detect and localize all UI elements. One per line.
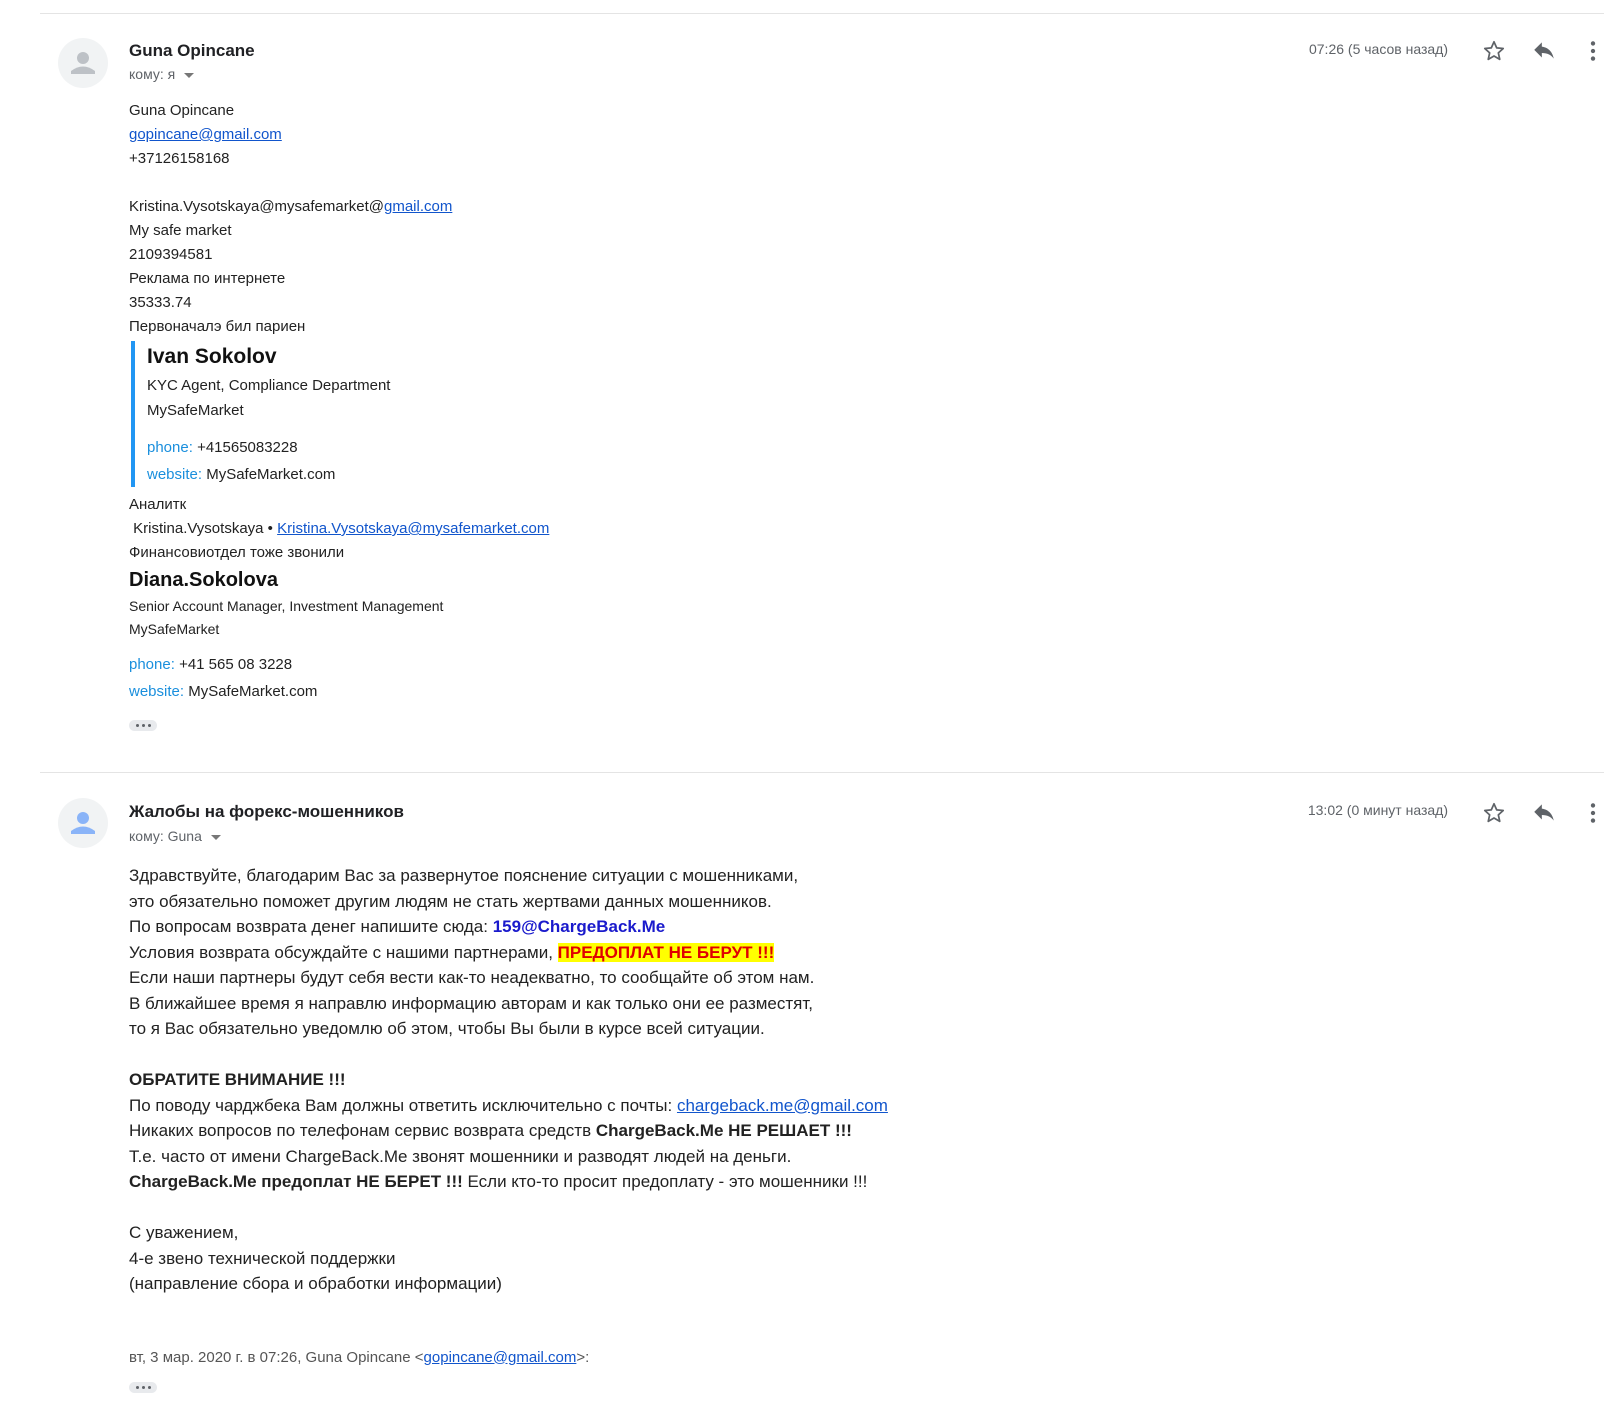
body-bold: ChargeBack.Me предоплат НЕ БЕРЕТ !!! — [129, 1172, 463, 1191]
analyst-label: Аналитк — [129, 496, 187, 513]
body-line: В ближайшее время я направлю информацию авторам и как только они ее разместят, — [129, 993, 814, 1013]
message-divider — [40, 772, 1604, 773]
message-body — [129, 863, 888, 1398]
caret-down-icon[interactable] — [184, 73, 194, 78]
body-line: Если кто-то просит предоплату - это мошенники !!! — [462, 1172, 868, 1191]
closing-line: (направление сбора и обработки информации) — [129, 1274, 502, 1293]
body-company: My safe market — [129, 222, 232, 239]
signature2-website: MySafeMarket.com — [188, 683, 318, 700]
body-bold: ChargeBack.Me НЕ РЕШАЕТ !!! — [595, 1121, 852, 1140]
sender-name[interactable]: Жалобы на форекс-мошенников — [129, 802, 404, 821]
top-divider — [40, 13, 1604, 14]
ellipsis-icon[interactable] — [129, 720, 157, 731]
signature2-org: MySafeMarket — [129, 621, 220, 637]
finance-note: Финансовиотдел тоже звонили — [129, 544, 345, 561]
body-line: Т.е. часто от имени ChargeBack.Me звонят мошенники и разводят людей на деньги. — [129, 1146, 792, 1166]
signature2-title: Senior Account Manager, Investment Management — [129, 598, 444, 614]
body-line: Никаких вопросов по телефонам сервис возврата средств — [129, 1121, 596, 1140]
signature2-phone: +41 565 08 3228 — [179, 656, 293, 673]
message-time[interactable]: 07:26 (5 часов назад) — [1308, 41, 1448, 57]
recipient-label: кому: я — [129, 66, 176, 82]
star-icon[interactable] — [1481, 800, 1507, 826]
signature-website: MySafeMarket.com — [206, 466, 336, 483]
sender-name[interactable]: Guna Opincane — [129, 41, 255, 60]
body-note: Первоначалэ бил париен — [129, 318, 306, 335]
website2-label: website: — [129, 683, 185, 700]
person-icon — [58, 798, 108, 848]
body-line: это обязательно поможет другим людям не стать жертвами данных мошенников. — [129, 891, 772, 911]
reply-icon[interactable] — [1531, 800, 1557, 826]
body-ad: Реклама по интернете — [129, 270, 286, 287]
message-body — [129, 99, 549, 735]
recipient-dropdown[interactable] — [129, 66, 194, 82]
ellipsis-icon[interactable] — [129, 1382, 157, 1393]
body-number: 2109394581 — [129, 246, 213, 263]
quote-header-end: >: — [576, 1348, 590, 1366]
quote-email-link[interactable]: gopincane@gmail.com — [423, 1348, 577, 1366]
body-line: Если наши партнеры будут себя вести как-то неадекватно, то сообщайте об этом нам. — [129, 968, 815, 987]
body-phone: +37126158168 — [129, 150, 230, 167]
phone2-label: phone: — [129, 656, 175, 673]
signature-name: Ivan Sokolov — [147, 345, 277, 368]
warning-highlight: ПРЕДОПЛАТ НЕ БЕРУТ !!! — [557, 942, 775, 962]
signature-title: KYC Agent, Compliance Department — [147, 377, 391, 394]
message-time[interactable]: 13:02 (0 минут назад) — [1307, 802, 1448, 818]
closing-line: С уважением, — [129, 1223, 239, 1242]
body-email-link[interactable]: gopincane@gmail.com — [129, 126, 282, 143]
chargeback-email[interactable]: 159@ChargeBack.Me — [492, 917, 666, 936]
signature2-name: Diana.Sokolova — [129, 569, 278, 591]
body-line: Здравствуйте, благодарим Вас за развернутое пояснение ситуации с мошенниками, — [129, 866, 799, 885]
more-vert-icon[interactable] — [1580, 800, 1606, 826]
body-amount: 35333.74 — [129, 294, 192, 311]
recipient-label: кому: Guna — [129, 828, 202, 844]
signature2-block — [129, 565, 549, 704]
chargeback-gmail-link[interactable]: chargeback.me@gmail.com — [676, 1095, 888, 1115]
more-vert-icon[interactable] — [1580, 38, 1606, 64]
body-line: Условия возврата обсуждайте с нашими партнерами, — [129, 942, 558, 962]
body-line: По поводу чарджбека Вам должны ответить исключительно с почты: — [129, 1095, 677, 1115]
sender-avatar — [58, 38, 108, 88]
sender-avatar — [58, 798, 108, 848]
signature-phone: +41565083228 — [197, 439, 298, 456]
phone-label: phone: — [147, 439, 193, 456]
signature-org: MySafeMarket — [147, 402, 244, 419]
reply-icon[interactable] — [1531, 38, 1557, 64]
body-name: Guna Opincane — [129, 102, 235, 119]
quote-header: вт, 3 мар. 2020 г. в 07:26, Guna Opincane < — [129, 1348, 424, 1366]
body-line: то я Вас обязательно уведомлю об этом, чтобы Вы были в курсе всей ситуации. — [129, 1019, 765, 1038]
closing-line: 4-е звено технической поддержки — [129, 1248, 396, 1268]
body-line: По вопросам возврата денег напишите сюда: — [129, 917, 493, 936]
website-label: website: — [147, 466, 203, 483]
person-icon — [58, 38, 108, 88]
analyst-email-link[interactable]: Kristina.Vysotskaya@mysafemarket.com — [277, 520, 550, 537]
recipient-dropdown[interactable] — [129, 828, 221, 844]
caret-down-icon[interactable] — [211, 835, 221, 840]
star-icon[interactable] — [1481, 38, 1507, 64]
analyst-name: Kristina.Vysotskaya — [133, 520, 264, 537]
analyst-separator: • — [267, 520, 273, 537]
body-email2-prefix: Kristina.Vysotskaya@mysafemarket@ — [129, 198, 384, 215]
signature-block — [131, 341, 549, 487]
attention-heading: ОБРАТИТЕ ВНИМАНИЕ !!! — [129, 1070, 346, 1089]
body-email2-link[interactable]: gmail.com — [383, 198, 453, 215]
